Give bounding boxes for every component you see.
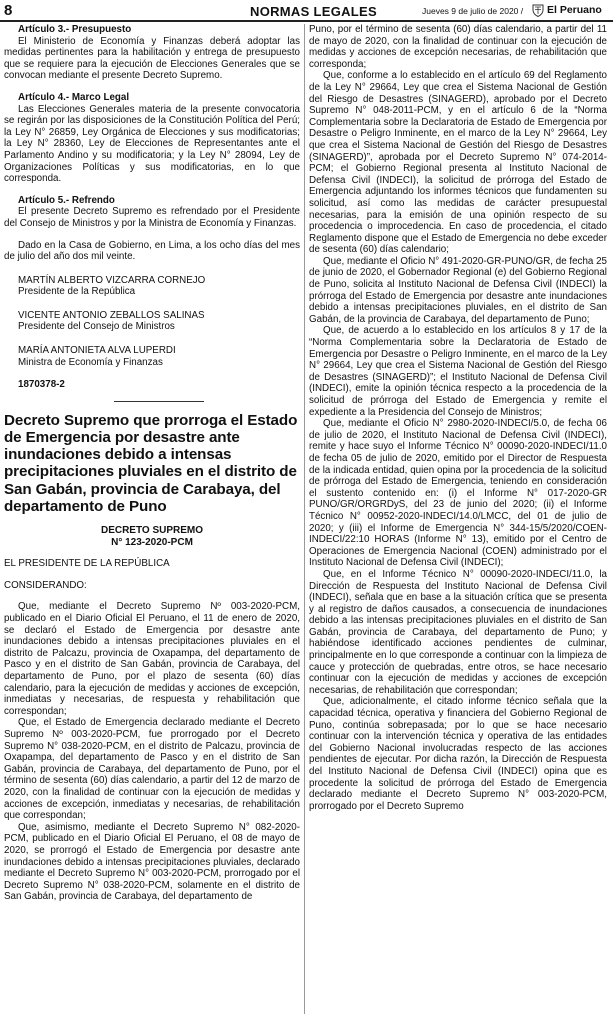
section-title: NORMAS LEGALES <box>250 4 377 19</box>
signatory-3-name: MARÍA ANTONIETA ALVA LUPERDI <box>18 345 176 357</box>
decree-number: N° 123-2020-PCM <box>111 536 193 548</box>
decree-type: DECRETO SUPREMO <box>100 525 204 537</box>
whereas-paragraph-9: Que, adicionalmente, el citado informe técnico señala que la capacidad técnica, operativa y financiera del Gobierno Regional de Puno, continúa sobrepasada; por lo que se hace necesario continuar con la intervención técnica y operativa de las entidades del Gobierno Nacional involucradas respecto de las acciones pendientes de ejecutar. Por dicha razón, la Dirección de Respuesta del Instituto Nacional de Defensa Civil (INDECI) opina que es procedente la solicitud de prórroga del Estado de Emergencia declarado mediante el Decreto Supremo N° 003-2020-PCM, prorrogado por el Decreto Supremo <box>309 696 607 812</box>
whereas-paragraph-5: Que, mediante el Oficio N° 491-2020-GR-PUNO/GR, de fecha 25 de junio de 2020, el Gobernador Regional (e) del Gobierno Regional de Puno, solicita al Instituto Nacional de Defensa Civil (INDECI) la prórroga del Estado de Emergencia por desastre ante inundaciones debido a intensas precipitaciones pluviales, en el distrito de San Gabán, de la provincia de Carabaya, del departamento de Puno; <box>309 255 607 325</box>
issue-date: Jueves 9 de julio de 2020 / <box>422 6 524 16</box>
brand-logo <box>532 3 602 17</box>
whereas-paragraph-4: Que, conforme a lo establecido en el artículo 69 del Reglamento de la Ley N° 29664, Ley que crea el Sistema Nacional de Gestión del Riesgo de Desastres (SINAGERD), aprobado por el Decreto Supremo N° 048-2011-PCM, y en el artículo 6 de la “Norma Complementaria sobre la Declaratoria de Estado de Emergencia por Desastre o Peligro Inminente, en el marco de la Ley N° 29664, Ley que crea el Sistema Nacional de Gestión del Riesgo de Desastres (SINAGERD)”, aprobada por el Decreto Supremo N° 074-2014-PCM; el Gobierno Regional presenta al Instituto Nacional de Defensa Civil (INDECI), la solicitud de prórroga del Estado de Emergencia adjuntando los informes técnicos que fundamenten su solicitud, así como las medidas de carácter presupuestal necesarias, para la emisión de una opinión respecto de su procedencia o improcedencia. En caso de procedencia, el citado Reglamento dispone que el Estado de Emergencia no debe exceder de sesenta (60) días calendario; <box>309 70 607 256</box>
signatory-1-name: MARTÍN ALBERTO VIZCARRA CORNEJO <box>18 274 206 286</box>
whereas-paragraph-3: Que, asimismo, mediante el Decreto Supremo N° 082-2020-PCM, publicado en el Diario Oficial El Peruano, el 08 de mayo de 2020, se prorrogó el Estado de Emergencia por desastre ante inundaciones debido a intensas precipitaciones pluviales, declarado mediante el Decreto Supremo N° 003-2020-PCM, prorrogado por el Decreto Supremo N° 038-2020-PCM, solamente en el distrito de San Gabán, provincia de Carabaya, del departamento de <box>4 821 300 903</box>
page-number: 8 <box>4 2 13 19</box>
article-4-title: Artículo 4.- Marco Legal <box>18 91 130 103</box>
article-3-text: El Ministerio de Economía y Finanzas deberá adoptar las medidas pertinentes para la habilitación y entrega de presupuesto que se requiere para la ejecución de Elecciones Generales que se convocan mediante el presente Decreto Supremo. <box>4 35 300 82</box>
signatory-3-role: Ministra de Economía y Finanzas <box>18 356 163 368</box>
separator-rule <box>114 401 204 402</box>
header-rule <box>0 20 613 22</box>
whereas-paragraph-1: Que, mediante el Decreto Supremo Nº 003-2020-PCM, publicado en el Diario Oficial El Peruano, el 11 de enero de 2020, se declaró el Estado de Emergencia por desastre ante inundaciones debido a intensas precipitaciones pluviales en el distrito de Palcazu, provincia de Oxapampa, del departamento de Pasco y en el distrito de San Gabán, provincia de Carabaya, del departamento de Puno, por el plazo de sesenta (60) días calendario, para la ejecución de medidas y acciones de excepción, inmediatas y necesarias, de respuesta y rehabilitación que correspondan; <box>4 601 300 717</box>
article-3-title: Artículo 3.- Presupuesto <box>18 24 132 35</box>
publication-code: 1870378-2 <box>18 379 65 391</box>
signatory-2-role: Presidente del Consejo de Ministros <box>18 321 175 333</box>
article-4-text: Las Elecciones Generales materia de la presente convocatoria se regirán por las disposiciones de la Constitución Política del Perú; la Ley N° 26859, Ley Orgánica de Elecciones y sus modificatorias; la Ley N° 28360, Ley de Elecciones de Representantes ante el Parlamento Andino y su modificatoria; y la Ley N° 28094, Ley de Organizaciones Políticas y sus modificatorias, en lo que corresponda. <box>4 103 300 185</box>
left-column <box>4 24 300 903</box>
whereas-paragraph-3-continued: Puno, por el término de sesenta (60) días calendario, a partir del 11 de mayo de 2020, con la finalidad de continuar con la ejecución de medidas y acciones de excepción necesarias, de rehabilitación que corresponda; <box>309 24 607 70</box>
president-line: EL PRESIDENTE DE LA REPÚBLICA <box>4 558 170 570</box>
given-at-text: Dado en la Casa de Gobierno, en Lima, a los ocho días del mes de julio del año dos mil veinte. <box>4 239 300 263</box>
brand-name: El Peruano <box>547 4 602 16</box>
column-divider <box>304 24 305 1014</box>
whereas-paragraph-2: Que, el Estado de Emergencia declarado mediante el Decreto Supremo Nº 003-2020-PCM, fue prorrogado por el Decreto Supremo N° 038-2020-PCM, en el distrito de Palcazu, provincia de Oxapampa, del departamento de Pasco y en el distrito de San Gabán, provincia de Carabaya, del departamento de Puno, por el término de sesenta (60) días calendario, a partir del 12 de marzo de 2020, con la finalidad de continuar con la ejecución de medidas y acciones de excepción, inmediatas y necesarias, de rehabilitación que correspondan; <box>4 717 300 822</box>
page-header <box>0 0 613 22</box>
whereas-paragraph-7: Que, mediante el Oficio N° 2980-2020-INDECI/5.0, de fecha 06 de julio de 2020, el Instituto Nacional de Defensa Civil (INDECI), remite y hace suyo el Informe Técnico N° 00090-2020-INDECI/11.0 de fecha 05 de julio de 2020, emitido por el Director de Respuesta de la indicada entidad, quien opina por la procedencia de la solicitud de prórroga del Estado de Emergencia, teniendo en consideración el sustento contenido en: (i) el Informe N° 017-2020-GR PUNO/GR/ORGRDyS, del 23 de junio del 2020; (ii) el Informe Técnico N° 00952-2020-INDECI/14.0/LMCC, del 01 de julio de 2020; y (iii) el Informe de Emergencia N° 344-15/5/2020/COEN-INDECI/22:10 HORAS (Informe N° 13), emitido por el Centro de Operaciones de Emergencia Nacional (COEN) administrado por el Instituto Nacional de Defensa Civil (INDECI); <box>309 418 607 569</box>
signatory-1-role: Presidente de la República <box>18 286 136 298</box>
article-5-text: El presente Decreto Supremo es refrendado por el Presidente del Consejo de Ministros y por la Ministra de Economía y Finanzas. <box>4 206 300 229</box>
considerando-heading: CONSIDERANDO: <box>4 579 87 591</box>
signatory-2-name: VICENTE ANTONIO ZEBALLOS SALINAS <box>18 309 205 321</box>
right-column <box>309 24 607 812</box>
coat-of-arms-icon <box>532 4 544 17</box>
whereas-paragraph-6: Que, de acuerdo a lo establecido en los artículos 8 y 17 de la “Norma Complementaria sobre la Declaratoria de Estado de Emergencia por Desastre o Peligro Inminente, en el marco de la Ley N° 29664, Ley que crea el Sistema Nacional de Gestión del Riesgo de Desastres (SINAGERD)”; el Instituto Nacional de Defensa Civil (INDECI), emite la opinión técnica respecto a la procedencia de la solicitud de prórroga del Estado de Emergencia y remite el expediente a la Presidencia del Consejo de Ministros; <box>309 325 607 418</box>
decree-headline: Decreto Supremo que prorroga el Estado de Emergencia por desastre ante inundaciones debido a intensas precipitaciones pluviales en el distrito de San Gabán, provincia de Carabaya, del departamento de Puno <box>4 411 298 515</box>
article-5-title: Artículo 5.- Refrendo <box>18 194 115 206</box>
whereas-paragraph-8: Que, en el Informe Técnico N° 00090-2020-INDECI/11.0, la Dirección de Respuesta del Instituto Nacional de Defensa Civil (INDECI), señala que en base a la situación crítica que se presenta y al registro de daños causados, a consecuencia de inundaciones debido a las intensas precipitaciones pluviales en el distrito de San Gabán, provincia de Carabaya, del departamento de Puno; y habiéndose identificado acciones pendientes de culminar, principalmente en lo que corresponde a continuar con la limpieza de cauce y protección de quebradas, entre otros, se hace necesario continuar con la ejecución de medidas y acciones de excepción necesarias, de rehabilitación que correspondan; <box>309 568 607 696</box>
